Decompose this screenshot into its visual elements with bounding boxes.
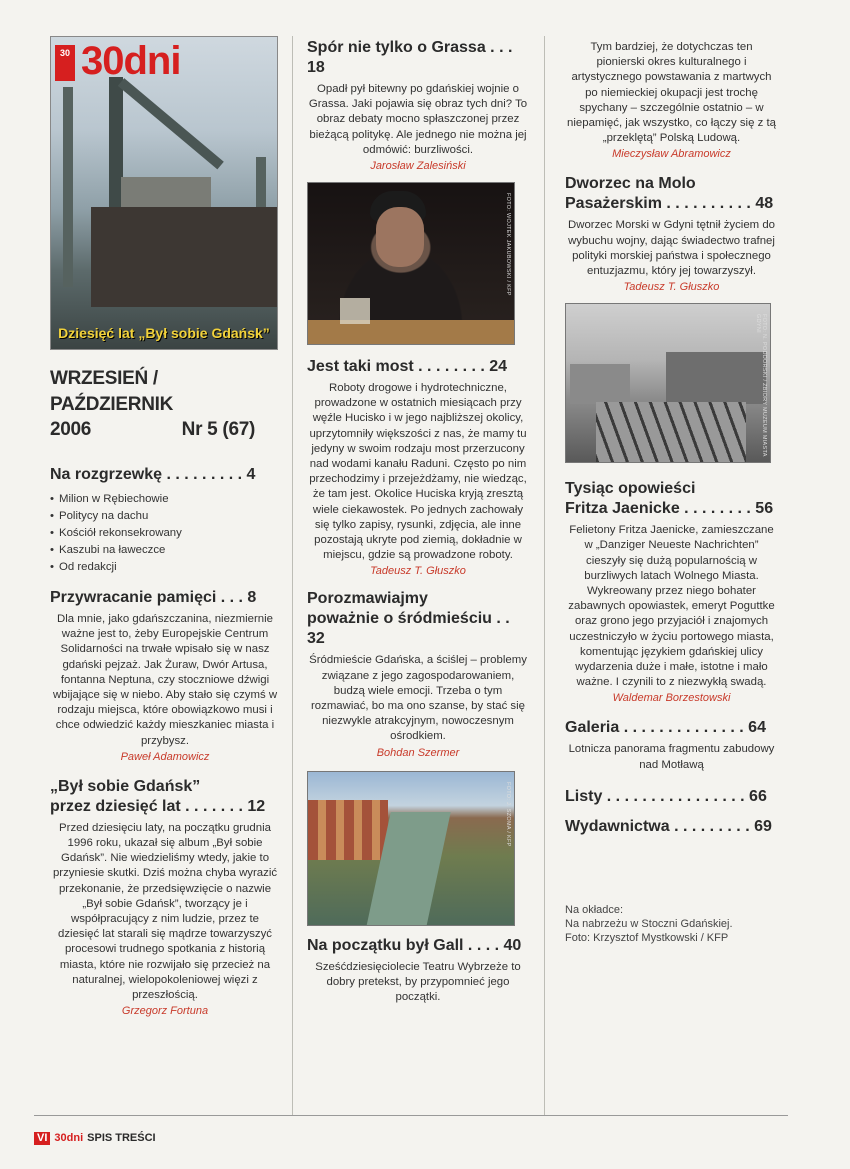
toc-author: Tadeusz T. Głuszko <box>623 281 720 294</box>
toc-title-line: „Był sobie Gdańsk” <box>50 777 201 795</box>
toc-entry-gallery <box>565 718 778 772</box>
toc-entry-grass <box>307 38 529 345</box>
footer-section: SPIS TREŚCI <box>87 1132 156 1144</box>
column-right <box>565 36 778 945</box>
cover-note-line: Foto: Krzysztof Mystkowski / KFP <box>565 931 729 944</box>
list-item: • Politycy na dachu <box>50 508 280 525</box>
footer-rule <box>34 1115 788 1116</box>
toc-author: Mieczysław Abramowicz <box>612 148 731 161</box>
toc-title[interactable]: Jest taki most . . . . . . . . 24 <box>307 358 508 376</box>
list-item: • Milion w Rębiechowie <box>50 491 280 508</box>
toc-title-line: Porozmawiajmy <box>307 590 428 608</box>
toc-entry-jaenicke <box>565 479 778 704</box>
list-item: • Kościół rekonsekrowany <box>50 525 280 542</box>
footer-magazine: 30dni <box>54 1132 84 1144</box>
logo-badge: 30 <box>55 45 75 81</box>
toc-entry-memory <box>50 588 280 763</box>
toc-title-line: Dworzec na Molo <box>565 175 696 193</box>
toc-title[interactable]: Galeria . . . . . . . . . . . . . . 64 <box>565 719 766 737</box>
toc-title[interactable] <box>307 589 529 649</box>
toc-title[interactable] <box>565 479 778 519</box>
toc-entry-byl-sobie-gdansk <box>50 777 280 1017</box>
toc-summary: Śródmieście Gdańska, a ściślej – problemy związane z jego zagospodarowaniem, budzą wiele emocji. Trzeba o tym rozmawiać, bo ma ono szanse, by stać się niezwykle atrakcyjnym, nowoczesnym ośrodkiem. <box>309 654 527 743</box>
toc-entry-downtown <box>307 589 529 925</box>
toc-author: Tadeusz T. Głuszko <box>370 565 466 578</box>
toc-summary: Lotnicza panorama fragmentu zabudowy nad Motławą <box>568 743 775 771</box>
list-item: • Kaszubi na ławeczce <box>50 542 280 559</box>
column-middle <box>307 36 529 1005</box>
footer <box>34 1132 156 1145</box>
photo-port-station <box>565 303 771 463</box>
toc-entry-letters <box>565 787 778 807</box>
toc-author: Paweł Adamowicz <box>120 750 210 763</box>
magazine-logo: 30dni <box>81 39 181 83</box>
column-divider-left <box>292 36 293 1116</box>
column-left <box>50 36 280 1017</box>
toc-summary: Roboty drogowe i hydrotechniczne, prowadzone w ostatnich miesiącach przy węźle Hucisko i w jego najbliższej okolicy, uprzytomniły większości z nas, że mamy tu jedyny w swoim rodzaju most przerzucony nad wodami kanału Raduni. Często po nim przechodzimy i przejeżdżamy, nie wiedząc, że tam jest. Okolice Huciska kryją zresztą wiele ciekawostek. Po jednych zachowały się tylko zapisy, rysunki, zdjęcia, ale inne pozostają ukryte pod ziemią, dokładnie w miejscu, gdzie są prowadzone roboty. <box>309 382 527 562</box>
cover-image <box>50 36 278 350</box>
cover-caption: Dziesięć lat „Był sobie Gdańsk” <box>58 324 270 341</box>
cover-note-line: Na okładce: <box>565 903 624 916</box>
photo-grass <box>307 182 515 345</box>
toc-entry-bridge <box>307 357 529 577</box>
toc-author: Waldemar Borzestowski <box>612 692 731 705</box>
cover-note-line: Na nabrzeżu w Stoczni Gdańskiej. <box>565 917 733 930</box>
toc-summary: Dla mnie, jako gdańszczanina, niezmiernie ważne jest to, żeby Europejskie Centrum Solidarności na trwałe wpisało się w nasz gdański pejzaż. Jak Żuraw, Dwór Artusa, fontanna Neptuna, czy stoczniowe dźwigi wbijające się w niebo. Aby stało się czymś w rodzaju miejsca, które obowiązkowo musi i chce odwiedzić każdy mieszkaniec miasta i przybysz. <box>52 612 278 747</box>
cover-note <box>565 903 778 945</box>
list-item: • Od redakcji <box>50 559 280 576</box>
toc-title[interactable]: Spór nie tylko o Grassa . . . 18 <box>307 39 513 76</box>
issue-year: 2006 <box>50 419 92 441</box>
toc-title-line: Tysiąc opowieści <box>565 480 696 498</box>
issue-info <box>50 366 280 443</box>
toc-entry-warmup <box>50 465 280 576</box>
column-divider-right <box>544 36 545 1116</box>
toc-title[interactable]: Listy . . . . . . . . . . . . . . . . 66 <box>565 787 767 805</box>
toc-summary: Dworzec Morski w Gdyni tętnił życiem do wybuchu wojny, dając świadectwo trafnej polityki morskiej państwa i społecznego entuzjazmu, który jej towarzyszył. <box>568 219 775 278</box>
issue-months: WRZESIEŃ / PAŹDZIERNIK <box>50 368 174 415</box>
toc-entry-station <box>565 174 778 463</box>
toc-title-line: Pasażerskim . . . . . . . . . . 48 <box>565 195 774 213</box>
toc-author: Bohdan Szermer <box>376 746 460 759</box>
toc-summary: Opadł pył bitewny po gdańskiej wojnie o Grassa. Jaki pojawia się obraz tych dni? To obraz debaty mocno spłaszczonej przez bieżącą politykę. Ale jednego nie można jej odmówić: burzliwości. <box>308 83 528 156</box>
toc-summary: Felietony Fritza Jaenicke, zamieszczane w „Danziger Neueste Nachrichten” cieszyły się dużą popularnością w burzliwych latach Wolnego Miasta. Wykreowany przez niego bohater zabawnych opowiastek, emeryt Poguttke oraz grono jego przyjaciół i znajomych uczestniczyło w życiu portowego miasta, komentując językiem gdańskiej ulicy wydarzenia duże i małe, istotne i mało ważne. I czynili to z niezwykłą swadą. <box>568 524 775 689</box>
toc-title[interactable] <box>565 174 778 214</box>
photo-credit: FOTO: WOJTEK JAKUBOWSKI / KFP <box>505 193 511 296</box>
toc-entry-gall <box>307 936 529 1006</box>
toc-summary: Tym bardziej, że dotychczas ten pionierski okres kulturalnego i artystycznego powstawania z martwych po niemieckiej okupacji jest trochę spychany – szczególnie ostatnio – w niepamięć, jak wszystko, co łączy się z tą „przeklętą” Polską Ludową. <box>567 41 776 145</box>
toc-summary: Sześćdziesięciolecie Teatru Wybrzeże to dobry pretekst, by przypomnieć jego początki. <box>315 960 521 1004</box>
toc-title[interactable] <box>50 777 280 817</box>
toc-author: Jarosław Zalesiński <box>370 160 466 173</box>
photo-gdansk-panorama <box>307 771 515 926</box>
page-number: VI <box>34 1132 50 1145</box>
photo-credit: FOTO: N. PODDORSKI / ZBIORY MUZEUM MIASTA GDYNI <box>755 314 767 457</box>
issue-number: Nr 5 (67) <box>181 419 255 441</box>
toc-title-line: poważnie o śródmieściu . . 32 <box>307 610 510 648</box>
toc-title[interactable]: Na początku był Gall . . . . 40 <box>307 936 522 954</box>
toc-title-line: Fritza Jaenicke . . . . . . . . 56 <box>565 500 774 518</box>
toc-entry-publications <box>565 817 778 837</box>
toc-title[interactable]: Wydawnictwa . . . . . . . . . 69 <box>565 817 772 835</box>
toc-author: Grzegorz Fortuna <box>121 1005 209 1018</box>
toc-summary: Przed dziesięciu laty, na początku grudnia 1996 roku, ukazał się album „Był sobie Gdańsk”. Nie wiedzieliśmy wtedy, jakie to przyniesie skutki. Dziś można chyba wyrazić przekonanie, że przedsięwzięcie o nazwie „Był sobie Gdańsk”, tworzący je i współpracujący z nim ludzie, przez te dziesięć lat starali się mądrze towarzyszyć procesowi trudnego spotkania z historią miasta, które nie rozwijało się przecież na naturalnej, wielopokoleniowej więzi z przeszłością. <box>52 821 278 1001</box>
toc-entry-continued <box>565 40 778 160</box>
toc-title[interactable]: Na rozgrzewkę . . . . . . . . . 4 <box>50 465 256 483</box>
toc-title-line: przez dziesięć lat . . . . . . . 12 <box>50 797 266 815</box>
toc-title[interactable]: Przywracanie pamięci . . . 8 <box>50 588 257 606</box>
photo-credit: FOTO: J. SZOMA / KFP <box>505 781 511 847</box>
toc-bullet-list <box>50 491 280 576</box>
